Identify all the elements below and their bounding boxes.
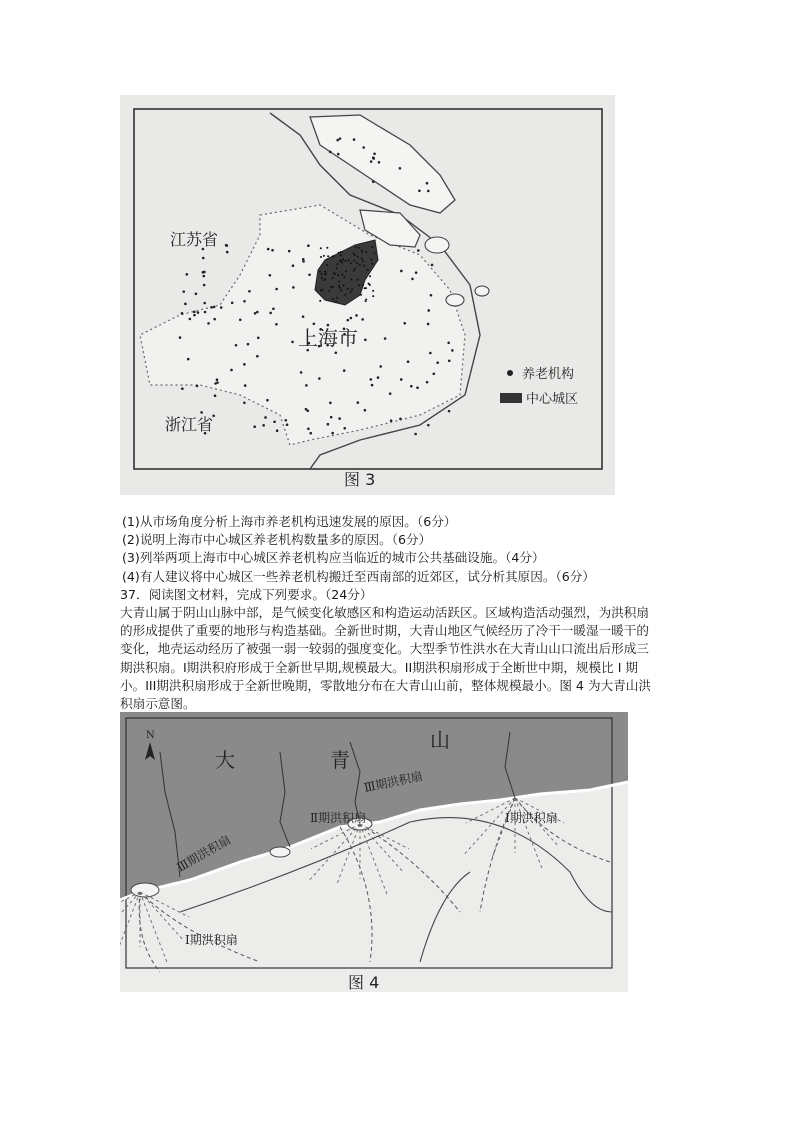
dot: [332, 286, 334, 288]
label-fan2: Ⅱ期洪积扇: [310, 811, 367, 825]
dot: [339, 137, 342, 140]
dot: [368, 283, 370, 285]
label-fan3-left: Ⅲ期洪积扇: [174, 832, 234, 875]
dot: [411, 278, 414, 281]
dot: [320, 247, 322, 249]
dot: [216, 381, 219, 384]
dot: [323, 279, 325, 281]
dot: [327, 255, 329, 257]
dot: [324, 273, 326, 275]
dot: [417, 249, 420, 252]
dot: [305, 384, 308, 387]
dot: [431, 264, 434, 267]
dot: [371, 263, 373, 265]
dot: [451, 349, 454, 352]
dot: [329, 402, 332, 405]
dot: [197, 311, 200, 314]
dot: [288, 250, 291, 253]
dot: [414, 433, 417, 436]
dot: [286, 423, 289, 426]
dot: [350, 262, 352, 264]
question-1: (1)从市场角度分析上海市养老机构迅速发展的原因。（6分）: [122, 514, 457, 529]
figure-3-map: [120, 95, 615, 495]
fan3-small: [270, 847, 290, 857]
dot: [363, 265, 365, 267]
dot: [390, 419, 393, 422]
dot: [193, 314, 196, 317]
dot: [200, 411, 203, 414]
map-legend: [500, 366, 578, 407]
dot: [357, 279, 359, 281]
dot: [323, 255, 325, 257]
dot: [203, 284, 206, 287]
dot: [341, 262, 343, 264]
dot: [193, 311, 196, 314]
dot: [202, 271, 205, 274]
dot: [269, 312, 272, 315]
dot: [328, 290, 330, 292]
dot: [447, 341, 450, 344]
dot: [342, 258, 344, 260]
dot: [332, 298, 334, 300]
dot: [354, 268, 356, 270]
dot: [348, 259, 350, 261]
dot: [336, 297, 338, 299]
dot: [371, 384, 374, 387]
dot: [355, 246, 357, 248]
chongming-island: [310, 115, 455, 213]
dot: [343, 285, 345, 287]
dot: [344, 294, 346, 296]
dot: [355, 314, 358, 317]
dot: [329, 151, 332, 154]
dot: [365, 287, 367, 289]
legend-central-district: 中心城区: [526, 392, 579, 407]
dot: [364, 409, 367, 412]
dot: [343, 276, 345, 278]
dot: [350, 317, 353, 320]
dot: [336, 263, 338, 265]
dot: [426, 381, 429, 384]
dot: [244, 384, 247, 387]
legend-district-swatch: [500, 393, 522, 403]
dot: [195, 292, 198, 295]
dot: [416, 386, 419, 389]
dot: [292, 264, 295, 267]
dot: [313, 322, 316, 325]
dot: [341, 274, 343, 276]
dot: [235, 344, 238, 347]
label-fan3-top: Ⅲ期洪积扇: [362, 768, 424, 795]
dot: [365, 298, 367, 300]
fan-radial-line: [140, 892, 183, 940]
dot: [427, 323, 430, 326]
dot: [340, 251, 342, 253]
mountain-char-2: 青: [330, 748, 350, 772]
dot: [291, 341, 294, 344]
dot: [324, 271, 326, 273]
fan-radial-line: [515, 798, 542, 868]
dot: [203, 302, 206, 305]
dot: [399, 418, 402, 421]
dot: [373, 152, 376, 155]
dot: [353, 270, 355, 272]
label-zhejiang: 浙江省: [165, 415, 214, 434]
legend-elderly-care: 养老机构: [522, 367, 575, 382]
figure-4-caption: 图 4: [348, 973, 380, 992]
dot: [267, 248, 270, 251]
dot: [346, 319, 349, 322]
dot: [336, 267, 338, 269]
figure-3-caption: 图 3: [344, 470, 376, 489]
dot: [210, 306, 213, 309]
fan-boundary: [515, 798, 610, 862]
dot: [336, 139, 339, 142]
dot: [358, 247, 360, 249]
dot: [338, 281, 340, 283]
dot: [364, 338, 367, 341]
dot: [220, 306, 223, 309]
label-jiangsu: 江苏省: [170, 230, 219, 249]
dot: [410, 385, 413, 388]
fan-radial-line: [140, 892, 167, 962]
question-4: (4)有人建议将中心城区一些养老机构搬迁至西南部的近郊区，试分析其原因。（6分）: [122, 568, 595, 584]
dot: [319, 271, 321, 273]
figure-4-map: [120, 712, 628, 992]
dot: [427, 309, 430, 312]
mountain-char-3: 山: [430, 728, 450, 752]
dot: [374, 252, 376, 254]
dot: [407, 360, 410, 363]
question-37-passage: 大青山属于阴山山脉中部，是气候变化敏感区和构造运动活跃区。区域构造活动强烈，为洪积扇的形成提供了重要的地形与构造基础。全新世时期，大青山地区气候经历了冷干一暖湿一暖干的变化，地壳运动经历了被强一弱一较弱的强度变化。大型季节性洪水在大青山山口流出后形成三期洪积扇。I期洪积府形成于全新世早期,规模最大。II期洪积扇形成于全断世中期，规模比 I 期小。III期洪积扇形成于全新世晚期，零散地分布在大青山山前，整体规模最小。图 4 为大青山洪积扇示意图。: [120, 605, 651, 712]
dot: [350, 291, 352, 293]
dot: [357, 401, 360, 404]
daqingshan-map-svg: [120, 712, 628, 992]
dot: [429, 352, 432, 355]
dot: [427, 190, 430, 193]
dot: [247, 343, 250, 346]
dot: [377, 376, 380, 379]
dot: [216, 378, 219, 381]
fan-radial-line: [465, 798, 515, 854]
dot: [389, 392, 392, 395]
dot: [321, 289, 323, 291]
dot: [264, 416, 267, 419]
dot: [372, 295, 374, 297]
dot: [319, 300, 321, 302]
fan-radial-line: [337, 824, 360, 885]
dot: [340, 254, 342, 256]
dot: [400, 270, 403, 273]
fan-boundary: [139, 892, 160, 972]
dot: [378, 161, 381, 164]
dot: [334, 273, 336, 275]
dot: [321, 273, 323, 275]
dot: [256, 355, 259, 358]
dot: [372, 180, 375, 183]
dot: [370, 378, 373, 381]
fan-radial-line: [492, 798, 515, 859]
dot: [207, 322, 210, 325]
dot: [302, 260, 305, 263]
dot: [182, 290, 185, 293]
dot: [361, 257, 363, 259]
dot: [335, 301, 337, 303]
dot: [292, 286, 295, 289]
dot: [320, 256, 322, 258]
dot: [203, 275, 206, 278]
dot: [181, 387, 184, 390]
dot: [196, 385, 199, 388]
dot: [269, 274, 272, 277]
dot: [362, 146, 365, 149]
dot: [189, 318, 192, 321]
north-label: N: [146, 730, 155, 741]
dot: [327, 423, 330, 426]
dot: [276, 429, 279, 432]
dot: [345, 270, 347, 272]
dot: [226, 244, 229, 247]
dot: [359, 264, 361, 266]
dot: [351, 288, 353, 290]
dot: [186, 273, 189, 276]
dot: [181, 312, 184, 315]
dot: [343, 369, 346, 372]
dot: [226, 251, 229, 254]
dot: [340, 289, 342, 291]
fan-radial-line: [360, 824, 403, 872]
dot: [354, 254, 356, 256]
dot: [253, 425, 256, 428]
dot: [332, 255, 334, 257]
dot: [231, 301, 234, 304]
dot: [415, 271, 418, 274]
dot: [343, 427, 346, 430]
dot: [356, 262, 358, 264]
dot: [335, 351, 338, 354]
dot: [418, 189, 421, 192]
dot: [307, 244, 310, 247]
dot: [326, 264, 328, 266]
dot: [213, 306, 216, 309]
dot: [307, 427, 310, 430]
dot: [338, 285, 340, 287]
dot: [379, 365, 382, 368]
dot: [330, 416, 333, 419]
dot: [365, 251, 367, 253]
dot: [436, 361, 439, 364]
dot: [372, 156, 375, 159]
dot: [273, 420, 276, 423]
label-fan1-left: Ⅰ期洪积扇: [185, 933, 238, 947]
question-3: (3)列举两项上海市中心城区养老机构应当临近的城市公共基础设施。（4分）: [122, 550, 545, 566]
dot: [179, 336, 182, 339]
dot: [330, 286, 332, 288]
dot: [384, 337, 387, 340]
dot: [308, 273, 311, 276]
dot: [367, 269, 369, 271]
dot: [318, 377, 321, 380]
dot: [345, 260, 347, 262]
shanghai-map-svg: [120, 95, 615, 495]
dot: [214, 394, 217, 397]
dot: [239, 318, 242, 321]
question-2: (2)说明上海市中心城区养老机构数量多的原因。（6分）: [122, 532, 432, 548]
dot: [230, 369, 233, 372]
dot: [331, 277, 333, 279]
dot: [361, 318, 364, 321]
dot: [372, 290, 374, 292]
fan-boundary: [140, 892, 260, 962]
dot: [300, 371, 303, 374]
dot: [400, 378, 403, 381]
question-text: [120, 513, 660, 713]
dot: [326, 247, 328, 249]
label-shanghai: 上海市: [298, 326, 358, 350]
dot: [360, 294, 362, 296]
dot: [432, 373, 435, 376]
dot: [370, 160, 373, 163]
fan-outline: [420, 872, 470, 962]
dot: [337, 153, 340, 156]
island: [475, 286, 489, 296]
mountain-char-1: 大: [215, 748, 235, 772]
dot: [358, 284, 360, 286]
dot: [430, 294, 433, 297]
dot: [309, 432, 312, 435]
fan3-small: [131, 883, 159, 897]
dot: [284, 419, 287, 422]
dot: [357, 256, 359, 258]
dot: [369, 275, 371, 277]
dot: [302, 315, 305, 318]
dot: [275, 288, 278, 291]
dot: [243, 300, 246, 303]
label-fan1-right: Ⅰ期洪积扇: [505, 811, 558, 825]
dot: [254, 312, 257, 315]
dot: [271, 249, 274, 252]
fan-radial-line: [140, 892, 189, 917]
dot: [426, 182, 429, 185]
dot: [351, 278, 353, 280]
dot: [272, 307, 275, 310]
dot: [321, 277, 323, 279]
legend-dot-icon: [507, 370, 513, 376]
dot: [331, 432, 334, 435]
dot: [353, 138, 356, 141]
dot: [448, 410, 451, 413]
dot: [243, 363, 246, 366]
dot: [427, 424, 430, 427]
dot: [403, 322, 406, 325]
dot: [262, 424, 265, 427]
dot: [353, 260, 355, 262]
dot: [339, 260, 341, 262]
dot: [371, 246, 373, 248]
island: [446, 294, 464, 306]
dot: [362, 260, 364, 262]
dot: [256, 311, 259, 314]
dot: [243, 402, 246, 405]
dot: [187, 358, 190, 361]
dot: [448, 359, 451, 362]
dot: [184, 303, 187, 306]
dot: [204, 311, 207, 314]
dot: [347, 288, 349, 290]
dot: [338, 252, 340, 254]
dot: [248, 290, 251, 293]
mountain-area: [120, 712, 628, 900]
dot: [399, 167, 402, 170]
dot: [202, 257, 205, 260]
dot: [338, 417, 341, 420]
dot: [361, 251, 363, 253]
dot: [370, 259, 372, 261]
dot: [257, 336, 260, 339]
dot: [305, 408, 308, 411]
dot: [275, 323, 278, 326]
dot: [362, 284, 364, 286]
dot: [339, 287, 341, 289]
dot: [213, 318, 216, 321]
question-37-heading: 37．阅读图文材料，完成下列要求。（24分）: [120, 586, 373, 602]
island: [425, 237, 449, 253]
fan-radial-line: [360, 824, 409, 849]
dot: [266, 399, 269, 402]
dot: [337, 274, 339, 276]
fan-boundary: [340, 827, 372, 962]
